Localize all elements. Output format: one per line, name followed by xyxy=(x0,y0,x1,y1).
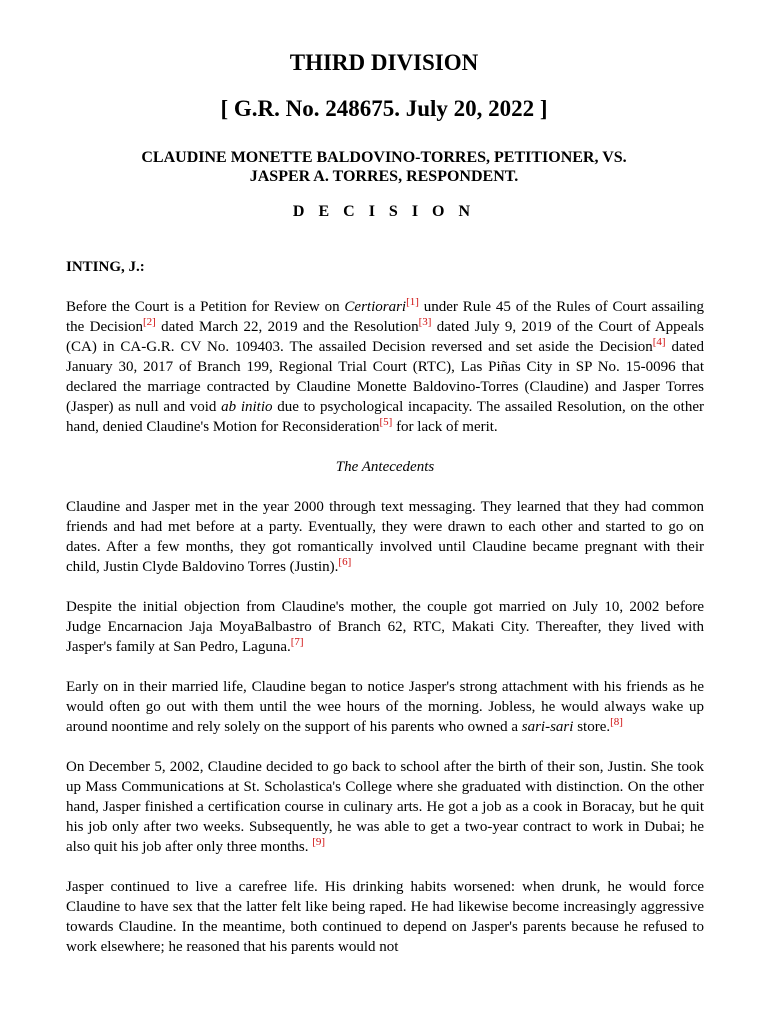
footnote-link-1[interactable]: [1] xyxy=(406,296,419,308)
parties-line-1: CLAUDINE MONETTE BALDOVINO-TORRES, PETITIONER, VS. xyxy=(141,149,627,166)
paragraph-4: Early on in their married life, Claudine began to notice Jasper's strong attachment with his friends as he would often go out with them until the wee hours of the morning. Jobless, he would always wake up around noontime and rely solely on the support of his parents who owned a sari-sari store.[8] xyxy=(66,679,704,735)
footnote-link-9[interactable]: [9] xyxy=(312,836,326,848)
footnote-link-4[interactable]: [4] xyxy=(652,336,666,348)
decision-body xyxy=(66,297,704,977)
paragraph-3: Despite the initial objection from Claudine's mother, the couple got married on July 10, 2002 before Judge Encarnacion Jaja MoyaBalbastro of Branch 62, RTC, Makati City. Thereafter, they lived with Jasper's family at San Pedro, Laguna.[7] xyxy=(66,599,704,655)
paragraph-5: On December 5, 2002, Claudine decided to go back to school after the birth of their son, Justin. She took up Mass Communications at St. Scholastica's College where she graduated with distinction. On the other hand, Jasper finished a certification course in culinary arts. He got a job as a cook in Boracay, but he quit his job only after two weeks. Subsequently, he was able to get a two-year contract to work in Dubai; he also quit his job after only three months. [9] xyxy=(66,759,704,855)
footnote-link-6[interactable]: [6] xyxy=(338,556,352,568)
parties-line-2: JASPER A. TORRES, RESPONDENT. xyxy=(249,168,519,185)
footnote-link-7[interactable]: [7] xyxy=(290,636,304,648)
footnote-link-8[interactable]: [8] xyxy=(610,716,623,728)
footnote-link-3[interactable]: [3] xyxy=(418,316,432,328)
footnote-link-5[interactable]: [5] xyxy=(379,416,393,428)
footnote-link-2[interactable]: [2] xyxy=(143,316,156,328)
ponente-label: INTING, J.: xyxy=(66,259,145,275)
case-parties xyxy=(60,148,708,186)
division-title: THIRD DIVISION xyxy=(289,50,479,75)
paragraph-6: Jasper continued to live a carefree life. His drinking habits worsened: when drunk, he would force Claudine to have sex that the latter felt like being raped. He had likewise become increasingly aggressive towards Claudine. In the meantime, both continued to depend on Jasper's parents because he refused to work elsewhere; he reasoned that his parents would not xyxy=(66,879,704,955)
section-heading-antecedents: The Antecedents xyxy=(335,459,435,475)
italic-term: sari-sari xyxy=(521,719,574,735)
latin-term: Certiorari xyxy=(344,299,407,315)
latin-term: ab initio xyxy=(221,399,273,415)
paragraph-2: Claudine and Jasper met in the year 2000 through text messaging. They learned that they had common friends and had met before at a party. Eventually, they were drawn to each other and started to go on dates. After a few months, they got romantically involved until Claudine became pregnant with their child, Justin Clyde Baldovino Torres (Justin).[6] xyxy=(66,499,704,575)
decision-heading: D E C I S I O N xyxy=(292,203,476,220)
paragraph-1: Before the Court is a Petition for Review on Certiorari[1] under Rule 45 of the Rules of Court assailing the Decision[2] dated March 22, 2019 and the Resolution[3] dated July 9, 2019 of the Court of Appeals (CA) in CA-G.R. CV No. 109403. The assailed Decision reversed and set aside the Decision[4] dated January 30, 2017 of Branch 199, Regional Trial Court (RTC), Las Piñas City in SP No. 15-0096 that declared the marriage contracted by Claudine Monette Baldovino-Torres (Claudine) and Jasper Torres (Jasper) as null and void ab initio due to psychological incapacity. The assailed Resolution, on the other hand, denied Claudine's Motion for Reconsideration[5] for lack of merit. xyxy=(66,296,705,435)
case-number-title: [ G.R. No. 248675. July 20, 2022 ] xyxy=(220,96,548,121)
